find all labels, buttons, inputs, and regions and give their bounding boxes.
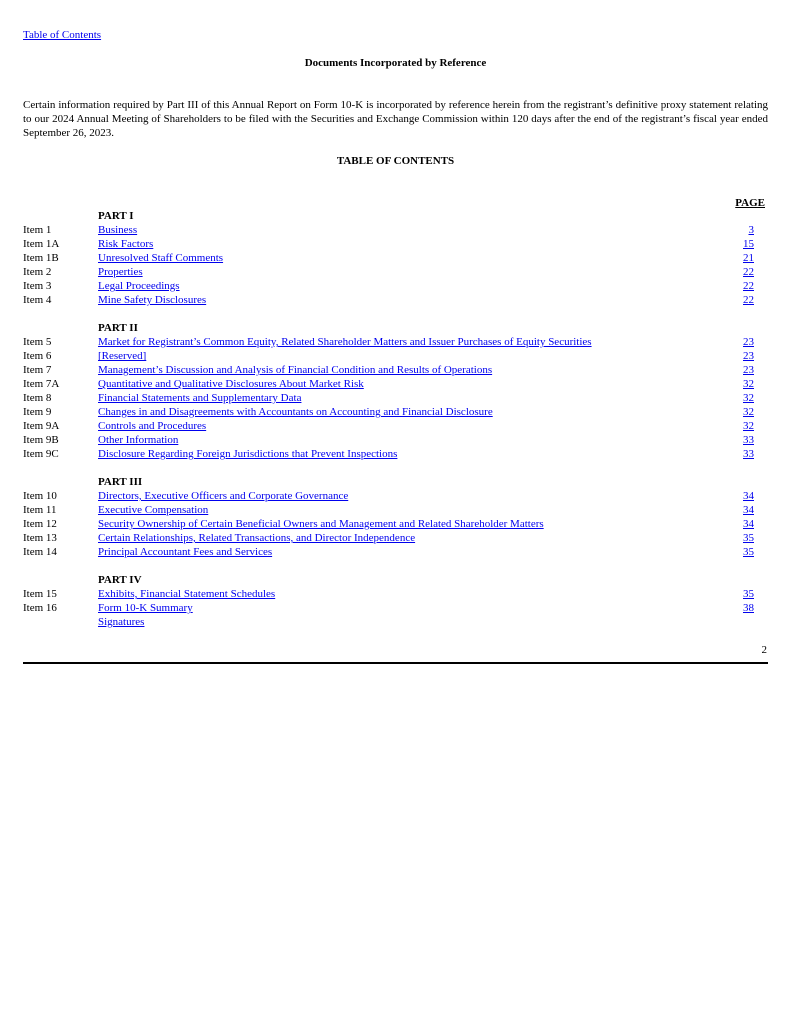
toc-link-financial-statements[interactable]: Financial Statements and Supplementary Data <box>98 392 302 404</box>
toc-link-other-information[interactable]: Other Information <box>98 434 179 446</box>
toc-link-executive-compensation[interactable]: Executive Compensation <box>98 504 209 516</box>
toc-row <box>0 392 791 406</box>
toc-row <box>0 294 791 308</box>
item-number: Item 8 <box>23 392 52 404</box>
toc-row <box>0 602 791 616</box>
toc-row <box>0 336 791 350</box>
toc-link-directors-officers[interactable]: Directors, Executive Officers and Corporate Governance <box>98 490 349 502</box>
item-number: Item 15 <box>23 588 57 600</box>
page-link[interactable]: 22 <box>743 294 754 306</box>
page-link[interactable]: 35 <box>743 546 754 558</box>
item-number: Item 5 <box>23 336 52 348</box>
toc-link-risk-factors[interactable]: Risk Factors <box>98 238 154 250</box>
page-link[interactable]: 22 <box>743 266 754 278</box>
part-3-label: PART III <box>98 476 143 488</box>
page-link[interactable]: 33 <box>743 448 754 460</box>
documents-incorporated-heading: Documents Incorporated by Reference <box>304 57 487 69</box>
page-link[interactable]: 21 <box>743 252 754 264</box>
page-link[interactable]: 34 <box>743 504 754 516</box>
item-number: Item 11 <box>23 504 57 516</box>
toc-row <box>0 490 791 504</box>
toc-row <box>0 448 791 462</box>
table-of-contents-link[interactable]: Table of Contents <box>23 29 102 41</box>
page-link[interactable]: 32 <box>743 406 754 418</box>
toc-row <box>0 504 791 518</box>
toc-row <box>0 238 791 252</box>
toc-link-foreign-jurisdictions[interactable]: Disclosure Regarding Foreign Jurisdictions that Prevent Inspections <box>98 448 398 460</box>
page-number: 2 <box>761 644 767 656</box>
item-number: Item 10 <box>23 490 57 502</box>
toc-link-unresolved-staff-comments[interactable]: Unresolved Staff Comments <box>98 252 224 264</box>
toc-link-exhibits[interactable]: Exhibits, Financial Statement Schedules <box>98 588 276 600</box>
toc-row <box>0 532 791 546</box>
toc-row <box>0 406 791 420</box>
toc-link-business[interactable]: Business <box>98 224 138 236</box>
toc-link-market-risk[interactable]: Quantitative and Qualitative Disclosures About Market Risk <box>98 378 364 390</box>
toc-link-form-10k-summary[interactable]: Form 10-K Summary <box>98 602 193 614</box>
toc-row <box>0 616 791 630</box>
item-number: Item 16 <box>23 602 57 614</box>
item-number: Item 1B <box>23 252 59 264</box>
toc-row <box>0 588 791 602</box>
item-number: Item 13 <box>23 532 57 544</box>
item-number: Item 4 <box>23 294 52 306</box>
page-link[interactable]: 23 <box>743 336 754 348</box>
page-link[interactable]: 38 <box>743 602 754 614</box>
item-number: Item 1A <box>23 238 60 250</box>
page-link[interactable]: 32 <box>743 420 754 432</box>
part-2-label: PART II <box>98 322 138 334</box>
toc-link-controls-procedures[interactable]: Controls and Procedures <box>98 420 207 432</box>
toc-row <box>0 420 791 434</box>
toc-link-mine-safety-disclosures[interactable]: Mine Safety Disclosures <box>98 294 207 306</box>
item-number: Item 14 <box>23 546 57 558</box>
item-number: Item 6 <box>23 350 52 362</box>
item-number: Item 7 <box>23 364 52 376</box>
toc-row <box>0 252 791 266</box>
toc-row <box>0 546 791 560</box>
page-link[interactable]: 35 <box>743 588 754 600</box>
toc-link-properties[interactable]: Properties <box>98 266 143 278</box>
intro-paragraph: Certain information required by Part III of this Annual Report on Form 10-K is incorporated by reference herein from the registrant’s definitive proxy statement relating to our 2024 Annual Meeting of Shareholders to be filed with the Securities and Exchange Commission within 120 days after the end of the registrant’s fiscal year ended September 26, 2023. <box>23 99 768 139</box>
page-link[interactable]: 32 <box>743 392 754 404</box>
toc-link-certain-relationships[interactable]: Certain Relationships, Related Transactions, and Director Independence <box>98 532 416 544</box>
item-number: Item 1 <box>23 224 52 236</box>
part-4-label: PART IV <box>98 574 142 586</box>
part-1-label: PART I <box>98 210 134 222</box>
page-link[interactable]: 23 <box>743 350 754 362</box>
item-number: Item 9 <box>23 406 52 418</box>
toc-link-changes-disagreements[interactable]: Changes in and Disagreements with Accountants on Accounting and Financial Disclosure <box>98 406 493 418</box>
toc-row <box>0 350 791 364</box>
item-number: Item 9A <box>23 420 60 432</box>
page-link[interactable]: 22 <box>743 280 754 292</box>
page-link[interactable]: 3 <box>748 224 754 236</box>
toc-link-market-for-common-equity[interactable]: Market for Registrant’s Common Equity, Related Shareholder Matters and Issuer Purchases of Equity Securities <box>98 336 592 348</box>
toc-link-mdna[interactable]: Management’s Discussion and Analysis of Financial Condition and Results of Operations <box>98 364 493 376</box>
toc-link-security-ownership[interactable]: Security Ownership of Certain Beneficial Owners and Management and Related Shareholder Matters <box>98 518 544 530</box>
toc-row <box>0 224 791 238</box>
footer-rule <box>23 662 768 664</box>
toc-row <box>0 266 791 280</box>
toc-link-legal-proceedings[interactable]: Legal Proceedings <box>98 280 180 292</box>
item-number: Item 3 <box>23 280 52 292</box>
page-link[interactable]: 23 <box>743 364 754 376</box>
toc-row <box>0 364 791 378</box>
item-number: Item 2 <box>23 266 52 278</box>
item-number: Item 12 <box>23 518 57 530</box>
page-link[interactable]: 32 <box>743 378 754 390</box>
item-number: Item 7A <box>23 378 60 390</box>
toc-row <box>0 434 791 448</box>
toc-row <box>0 378 791 392</box>
toc-row <box>0 280 791 294</box>
page-link[interactable]: 33 <box>743 434 754 446</box>
toc-link-reserved[interactable]: [Reserved] <box>98 350 147 362</box>
item-number: Item 9B <box>23 434 59 446</box>
page-link[interactable]: 15 <box>743 238 754 250</box>
toc-link-principal-accountant[interactable]: Principal Accountant Fees and Services <box>98 546 273 558</box>
page-column-header: PAGE <box>735 197 765 209</box>
toc-heading: TABLE OF CONTENTS <box>336 155 455 167</box>
page-link[interactable]: 34 <box>743 490 754 502</box>
toc-link-signatures[interactable]: Signatures <box>98 616 145 628</box>
page-link[interactable]: 34 <box>743 518 754 530</box>
page-link[interactable]: 35 <box>743 532 754 544</box>
toc-row <box>0 518 791 532</box>
item-number: Item 9C <box>23 448 59 460</box>
